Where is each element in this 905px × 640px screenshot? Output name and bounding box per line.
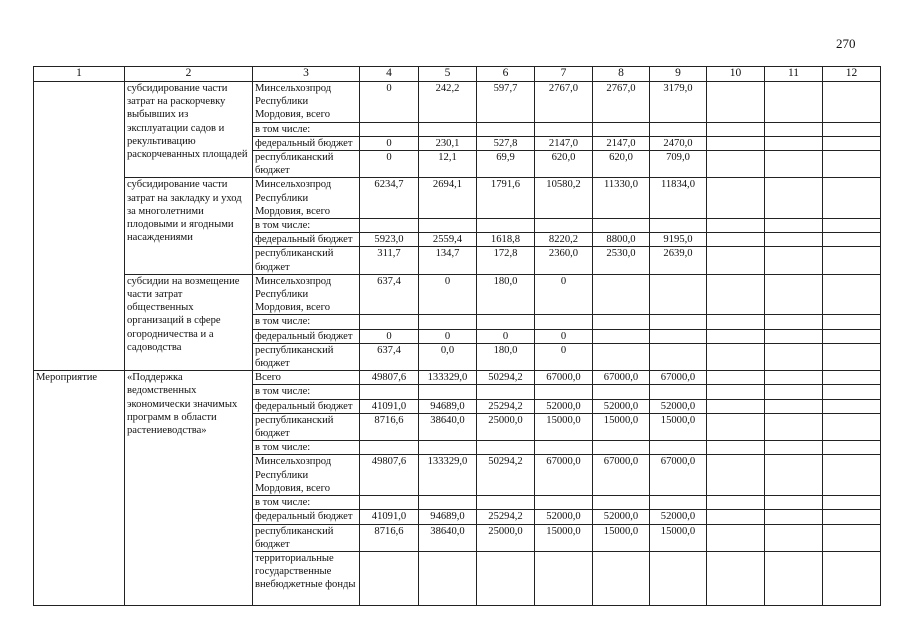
value-cell: 52000,0 [535, 510, 593, 524]
value-cell: 50294,2 [477, 371, 535, 385]
column-header: 4 [360, 67, 419, 82]
value-cell: 52000,0 [593, 510, 650, 524]
empty-cell [765, 455, 823, 496]
value-cell [477, 551, 535, 605]
empty-cell [707, 551, 765, 605]
empty-cell [823, 274, 881, 315]
empty-cell [765, 136, 823, 150]
value-cell: 50294,2 [477, 455, 535, 496]
value-cell: 12,1 [419, 151, 477, 178]
value-cell [477, 496, 535, 510]
value-cell: 8716,6 [360, 413, 419, 440]
description-cell: «Поддержка ведомственных экономически значимых программ в области растениеводства» [125, 371, 253, 606]
value-cell: 180,0 [477, 274, 535, 315]
source-cell: республиканский бюджет [253, 151, 360, 178]
value-cell: 11330,0 [593, 178, 650, 219]
value-cell: 2530,0 [593, 247, 650, 274]
value-cell: 38640,0 [419, 413, 477, 440]
value-cell: 11834,0 [650, 178, 707, 219]
value-cell: 10580,2 [535, 178, 593, 219]
value-cell: 0 [535, 329, 593, 343]
value-cell: 0 [360, 82, 419, 123]
value-cell [419, 219, 477, 233]
value-cell [593, 441, 650, 455]
empty-cell [707, 82, 765, 123]
value-cell: 8800,0 [593, 233, 650, 247]
empty-cell [707, 496, 765, 510]
value-cell: 2559,4 [419, 233, 477, 247]
value-cell [535, 122, 593, 136]
value-cell: 620,0 [593, 151, 650, 178]
value-cell: 25294,2 [477, 510, 535, 524]
value-cell: 134,7 [419, 247, 477, 274]
column-header: 8 [593, 67, 650, 82]
value-cell: 1791,6 [477, 178, 535, 219]
value-cell [650, 329, 707, 343]
column-header-row [34, 67, 881, 82]
value-cell [650, 315, 707, 329]
empty-cell [823, 385, 881, 399]
empty-cell [707, 329, 765, 343]
value-cell: 1618,8 [477, 233, 535, 247]
value-cell: 180,0 [477, 343, 535, 370]
value-cell: 527,8 [477, 136, 535, 150]
empty-cell [765, 496, 823, 510]
value-cell [593, 496, 650, 510]
column-header: 11 [765, 67, 823, 82]
value-cell: 15000,0 [593, 413, 650, 440]
value-cell [593, 551, 650, 605]
value-cell: 242,2 [419, 82, 477, 123]
value-cell: 0 [535, 274, 593, 315]
value-cell [419, 496, 477, 510]
value-cell [593, 219, 650, 233]
table-row [34, 274, 881, 315]
value-cell: 0,0 [419, 343, 477, 370]
value-cell: 0 [419, 329, 477, 343]
value-cell [593, 343, 650, 370]
source-cell: республиканский бюджет [253, 343, 360, 370]
source-cell: федеральный бюджет [253, 399, 360, 413]
empty-cell [823, 247, 881, 274]
empty-cell [823, 136, 881, 150]
value-cell: 67000,0 [650, 371, 707, 385]
source-cell: республиканский бюджет [253, 413, 360, 440]
empty-cell [765, 178, 823, 219]
value-cell: 2360,0 [535, 247, 593, 274]
value-cell [593, 274, 650, 315]
value-cell [477, 219, 535, 233]
value-cell [535, 496, 593, 510]
empty-cell [765, 524, 823, 551]
column-header: 1 [34, 67, 125, 82]
source-cell: в том числе: [253, 122, 360, 136]
value-cell: 52000,0 [650, 399, 707, 413]
empty-cell [823, 329, 881, 343]
source-cell: республиканский бюджет [253, 247, 360, 274]
empty-cell [765, 399, 823, 413]
empty-cell [823, 524, 881, 551]
column-header: 10 [707, 67, 765, 82]
empty-cell [765, 371, 823, 385]
source-cell: федеральный бюджет [253, 233, 360, 247]
empty-cell [765, 233, 823, 247]
value-cell: 133329,0 [419, 455, 477, 496]
empty-cell [707, 233, 765, 247]
value-cell: 41091,0 [360, 510, 419, 524]
empty-cell [765, 551, 823, 605]
value-cell [360, 441, 419, 455]
value-cell [650, 122, 707, 136]
value-cell: 52000,0 [650, 510, 707, 524]
value-cell [650, 219, 707, 233]
empty-cell [707, 371, 765, 385]
table-row [34, 178, 881, 219]
value-cell: 67000,0 [535, 455, 593, 496]
category-cell: Мероприятие [34, 371, 125, 606]
empty-cell [765, 122, 823, 136]
description-cell: субсидирование части затрат на закладку и уход за многолетними плодовыми и ягодными насаждениями [125, 178, 253, 274]
value-cell [650, 441, 707, 455]
value-cell [360, 315, 419, 329]
value-cell: 2767,0 [593, 82, 650, 123]
value-cell: 67000,0 [593, 371, 650, 385]
value-cell [477, 315, 535, 329]
value-cell [650, 385, 707, 399]
empty-cell [823, 343, 881, 370]
source-cell: в том числе: [253, 496, 360, 510]
value-cell: 8716,6 [360, 524, 419, 551]
value-cell: 2147,0 [535, 136, 593, 150]
description-cell: субсидирование части затрат на раскорчевку выбывших из эксплуатации садов и рекультивацию раскорчеванных площадей [125, 82, 253, 178]
value-cell [419, 315, 477, 329]
column-header: 12 [823, 67, 881, 82]
source-cell: федеральный бюджет [253, 510, 360, 524]
value-cell: 637,4 [360, 274, 419, 315]
empty-cell [707, 441, 765, 455]
empty-cell [823, 496, 881, 510]
value-cell [593, 315, 650, 329]
empty-cell [765, 219, 823, 233]
value-cell [419, 122, 477, 136]
empty-cell [707, 136, 765, 150]
page-number: 270 [836, 36, 856, 51]
value-cell: 49807,6 [360, 455, 419, 496]
value-cell: 49807,6 [360, 371, 419, 385]
empty-cell [707, 219, 765, 233]
value-cell: 25000,0 [477, 524, 535, 551]
empty-cell [823, 510, 881, 524]
column-header: 2 [125, 67, 253, 82]
column-header: 3 [253, 67, 360, 82]
empty-cell [765, 151, 823, 178]
empty-cell [707, 524, 765, 551]
empty-cell [823, 441, 881, 455]
empty-cell [823, 413, 881, 440]
source-cell: Всего [253, 371, 360, 385]
value-cell: 172,8 [477, 247, 535, 274]
source-cell: в том числе: [253, 315, 360, 329]
empty-cell [823, 455, 881, 496]
source-cell: Минсельхозпрод Республики Мордовия, всего [253, 82, 360, 123]
value-cell: 15000,0 [535, 524, 593, 551]
value-cell: 67000,0 [593, 455, 650, 496]
source-cell: федеральный бюджет [253, 329, 360, 343]
value-cell: 15000,0 [535, 413, 593, 440]
value-cell: 3179,0 [650, 82, 707, 123]
value-cell [593, 329, 650, 343]
source-cell: в том числе: [253, 385, 360, 399]
empty-cell [707, 315, 765, 329]
value-cell [477, 385, 535, 399]
empty-cell [823, 371, 881, 385]
value-cell: 8220,2 [535, 233, 593, 247]
value-cell: 25000,0 [477, 413, 535, 440]
column-header: 6 [477, 67, 535, 82]
value-cell: 52000,0 [593, 399, 650, 413]
value-cell [419, 441, 477, 455]
value-cell: 25294,2 [477, 399, 535, 413]
value-cell: 0 [360, 329, 419, 343]
empty-cell [823, 399, 881, 413]
value-cell [360, 385, 419, 399]
value-cell [650, 343, 707, 370]
value-cell: 133329,0 [419, 371, 477, 385]
value-cell [419, 385, 477, 399]
empty-cell [823, 219, 881, 233]
empty-cell [823, 82, 881, 123]
empty-cell [707, 178, 765, 219]
value-cell: 2470,0 [650, 136, 707, 150]
empty-cell [765, 343, 823, 370]
empty-cell [707, 122, 765, 136]
table-row [34, 82, 881, 123]
value-cell: 15000,0 [650, 524, 707, 551]
empty-cell [765, 329, 823, 343]
empty-cell [823, 551, 881, 605]
empty-cell [707, 274, 765, 315]
value-cell [360, 496, 419, 510]
source-cell: в том числе: [253, 219, 360, 233]
empty-cell [707, 455, 765, 496]
source-cell: федеральный бюджет [253, 136, 360, 150]
value-cell: 0 [535, 343, 593, 370]
empty-cell [707, 247, 765, 274]
column-header: 5 [419, 67, 477, 82]
value-cell: 15000,0 [650, 413, 707, 440]
value-cell: 2639,0 [650, 247, 707, 274]
value-cell: 2147,0 [593, 136, 650, 150]
value-cell: 0 [360, 151, 419, 178]
value-cell: 2694,1 [419, 178, 477, 219]
value-cell [650, 274, 707, 315]
value-cell: 52000,0 [535, 399, 593, 413]
empty-cell [823, 122, 881, 136]
value-cell: 230,1 [419, 136, 477, 150]
value-cell: 41091,0 [360, 399, 419, 413]
source-cell: республиканский бюджет [253, 524, 360, 551]
value-cell: 620,0 [535, 151, 593, 178]
value-cell: 38640,0 [419, 524, 477, 551]
empty-cell [765, 385, 823, 399]
value-cell [360, 219, 419, 233]
value-cell: 94689,0 [419, 510, 477, 524]
empty-cell [765, 82, 823, 123]
value-cell [593, 122, 650, 136]
category-cell [34, 82, 125, 371]
value-cell [535, 551, 593, 605]
value-cell: 6234,7 [360, 178, 419, 219]
empty-cell [765, 441, 823, 455]
empty-cell [765, 413, 823, 440]
empty-cell [707, 343, 765, 370]
source-cell: в том числе: [253, 441, 360, 455]
value-cell: 709,0 [650, 151, 707, 178]
empty-cell [823, 151, 881, 178]
value-cell: 2767,0 [535, 82, 593, 123]
value-cell [477, 441, 535, 455]
source-cell: Минсельхозпрод Республики Мордовия, всего [253, 274, 360, 315]
empty-cell [823, 233, 881, 247]
value-cell: 15000,0 [593, 524, 650, 551]
column-header: 7 [535, 67, 593, 82]
value-cell: 9195,0 [650, 233, 707, 247]
value-cell [535, 315, 593, 329]
empty-cell [707, 385, 765, 399]
value-cell [650, 496, 707, 510]
value-cell [477, 122, 535, 136]
value-cell [535, 385, 593, 399]
value-cell: 311,7 [360, 247, 419, 274]
value-cell: 67000,0 [650, 455, 707, 496]
value-cell: 0 [419, 274, 477, 315]
empty-cell [823, 178, 881, 219]
empty-cell [707, 151, 765, 178]
value-cell [360, 122, 419, 136]
source-cell: территориальные государственные внебюджетные фонды [253, 551, 360, 605]
empty-cell [707, 510, 765, 524]
empty-cell [707, 399, 765, 413]
value-cell: 94689,0 [419, 399, 477, 413]
value-cell [419, 551, 477, 605]
budget-table [33, 66, 881, 606]
description-cell: субсидии на возмещение части затрат общественных организаций в сфере огородничества и а садоводства [125, 274, 253, 370]
value-cell [535, 441, 593, 455]
value-cell: 637,4 [360, 343, 419, 370]
empty-cell [765, 315, 823, 329]
value-cell: 0 [360, 136, 419, 150]
value-cell: 0 [477, 329, 535, 343]
value-cell: 69,9 [477, 151, 535, 178]
source-cell: Минсельхозпрод Республики Мордовия, всего [253, 455, 360, 496]
value-cell [360, 551, 419, 605]
empty-cell [707, 413, 765, 440]
empty-cell [765, 274, 823, 315]
empty-cell [765, 247, 823, 274]
table-row [34, 371, 881, 385]
value-cell [650, 551, 707, 605]
value-cell [535, 219, 593, 233]
column-header: 9 [650, 67, 707, 82]
value-cell: 597,7 [477, 82, 535, 123]
empty-cell [765, 510, 823, 524]
value-cell: 67000,0 [535, 371, 593, 385]
value-cell: 5923,0 [360, 233, 419, 247]
source-cell: Минсельхозпрод Республики Мордовия, всего [253, 178, 360, 219]
empty-cell [823, 315, 881, 329]
value-cell [593, 385, 650, 399]
